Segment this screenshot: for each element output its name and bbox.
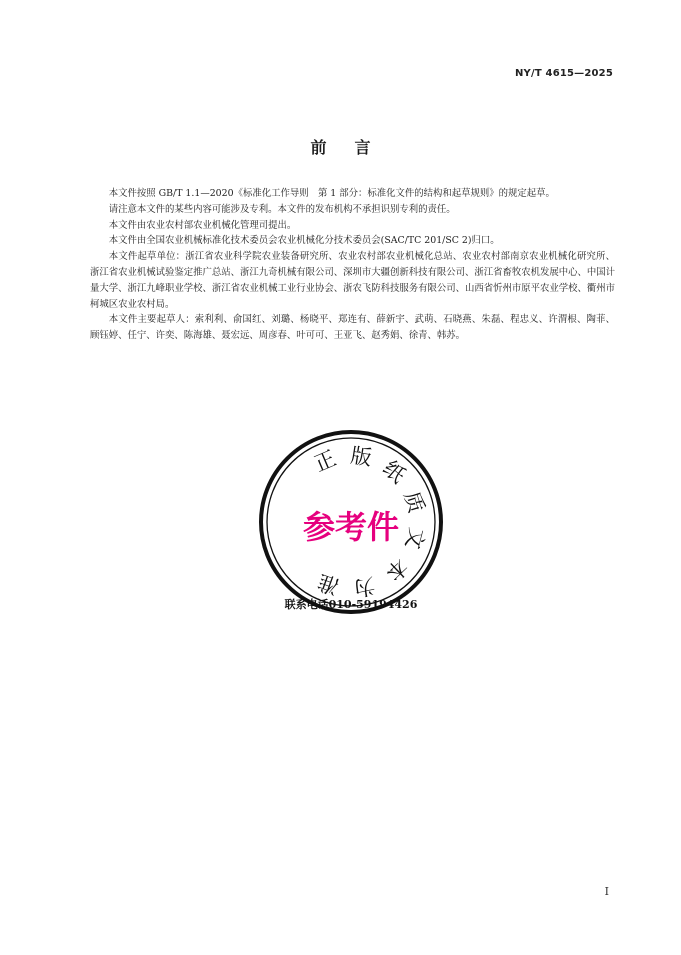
stamp-ring-char: 文 <box>400 525 430 552</box>
paragraph-patent-notice: 请注意本文件的某些内容可能涉及专利。本文件的发布机构不承担识别专利的责任。 <box>108 203 456 215</box>
foreword-body <box>90 186 615 344</box>
stamp-center-text: 参考件 <box>302 508 400 546</box>
page-title: 前言 <box>310 138 399 157</box>
paragraph-proposer: 本文件由农业农村部农业机械化管理司提出。 <box>108 219 297 231</box>
paragraph-drafting-rules: 本文件按照 GB/T 1.1—2020《标准化工作导则 第 1 部分：标准化文件的结构和起草规则》的规定起草。 <box>108 188 555 199</box>
paragraph-technical-committee: 本文件由全国农业机械标准化技术委员会农业机械化分技术委员会(SAC/TC 201/SC 2)归口。 <box>108 235 500 247</box>
stamp-ring-char: 正 <box>310 446 340 477</box>
stamp-ring-char: 为 <box>351 572 378 601</box>
standard-code: NY/T 4615—2025 <box>514 68 613 79</box>
stamp-phone-text: 联系电话010-59194426 <box>284 598 418 611</box>
paragraph-drafting-units: 本文件起草单位：浙江省农业科学院农业装备研究所、农业农村部农业机械化总站、农业农村部南京农业机械化研究所、浙江省农业机械试验鉴定推广总站、浙江九奇机械有限公司、深圳市大疆创新科技有限公司、浙江省畜牧农机发展中心、中国计量大学、浙江九峰职业学校、浙江省农业机械工业行业协会、浙农飞防科技服务有限公司、山西省忻州市原平农业学校、衢州市柯城区农业农村局。 <box>90 251 616 310</box>
stamp-ring-char: 纸 <box>378 456 410 488</box>
stamp-ring-char: 本 <box>380 553 413 586</box>
stamp-ring-char: 版 <box>348 443 374 471</box>
page-number: I <box>604 885 609 898</box>
paragraph-drafters: 本文件主要起草人：索利利、俞国红、刘璐、杨晓平、郑连有、薛新宇、武萌、石晓燕、朱磊、程忠义、许渭根、陶菲、顾钰婷、任宁、许奕、陈海雄、聂宏远、周彦春、叶可可、王亚飞、赵秀娟、徐青、韩苏。 <box>90 314 615 342</box>
stamp-ring-char: 质 <box>399 488 429 516</box>
stamp-ring-char: 准 <box>314 569 343 599</box>
reference-copy-stamp <box>257 428 445 616</box>
